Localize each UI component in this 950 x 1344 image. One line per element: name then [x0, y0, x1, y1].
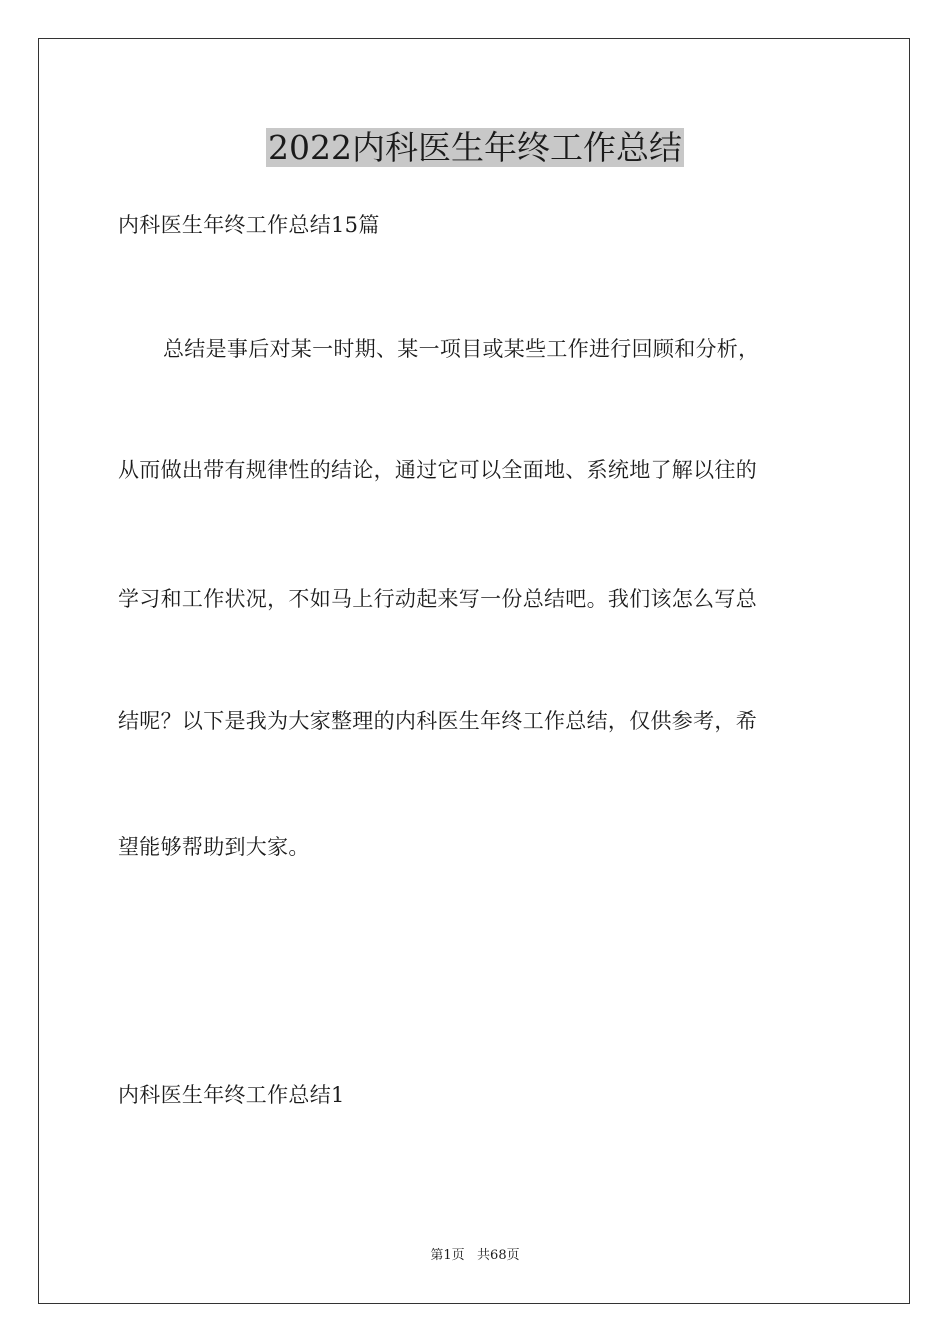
- paragraph-line-1: 总结是事后对某一时期、某一项目或某些工作进行回顾和分析，: [163, 337, 760, 361]
- paragraph-line-3: 学习和工作状况，不如马上行动起来写一份总结吧。我们该怎么写总: [118, 587, 757, 611]
- paragraph-line-5: 望能够帮助到大家。: [118, 835, 310, 859]
- document-subtitle: 内科医生年终工作总结15篇: [118, 213, 380, 237]
- document-title: [0, 126, 950, 170]
- paragraph-line-2: 从而做出带有规律性的结论，通过它可以全面地、系统地了解以往的: [118, 458, 757, 482]
- page-footer: 第1页 共68页: [430, 1248, 520, 1263]
- paragraph-line-4: 结呢？以下是我为大家整理的内科医生年终工作总结，仅供参考，希: [118, 709, 757, 733]
- document-title-text: 2022内科医生年终工作总结: [268, 128, 682, 167]
- section-heading: 内科医生年终工作总结1: [118, 1083, 345, 1107]
